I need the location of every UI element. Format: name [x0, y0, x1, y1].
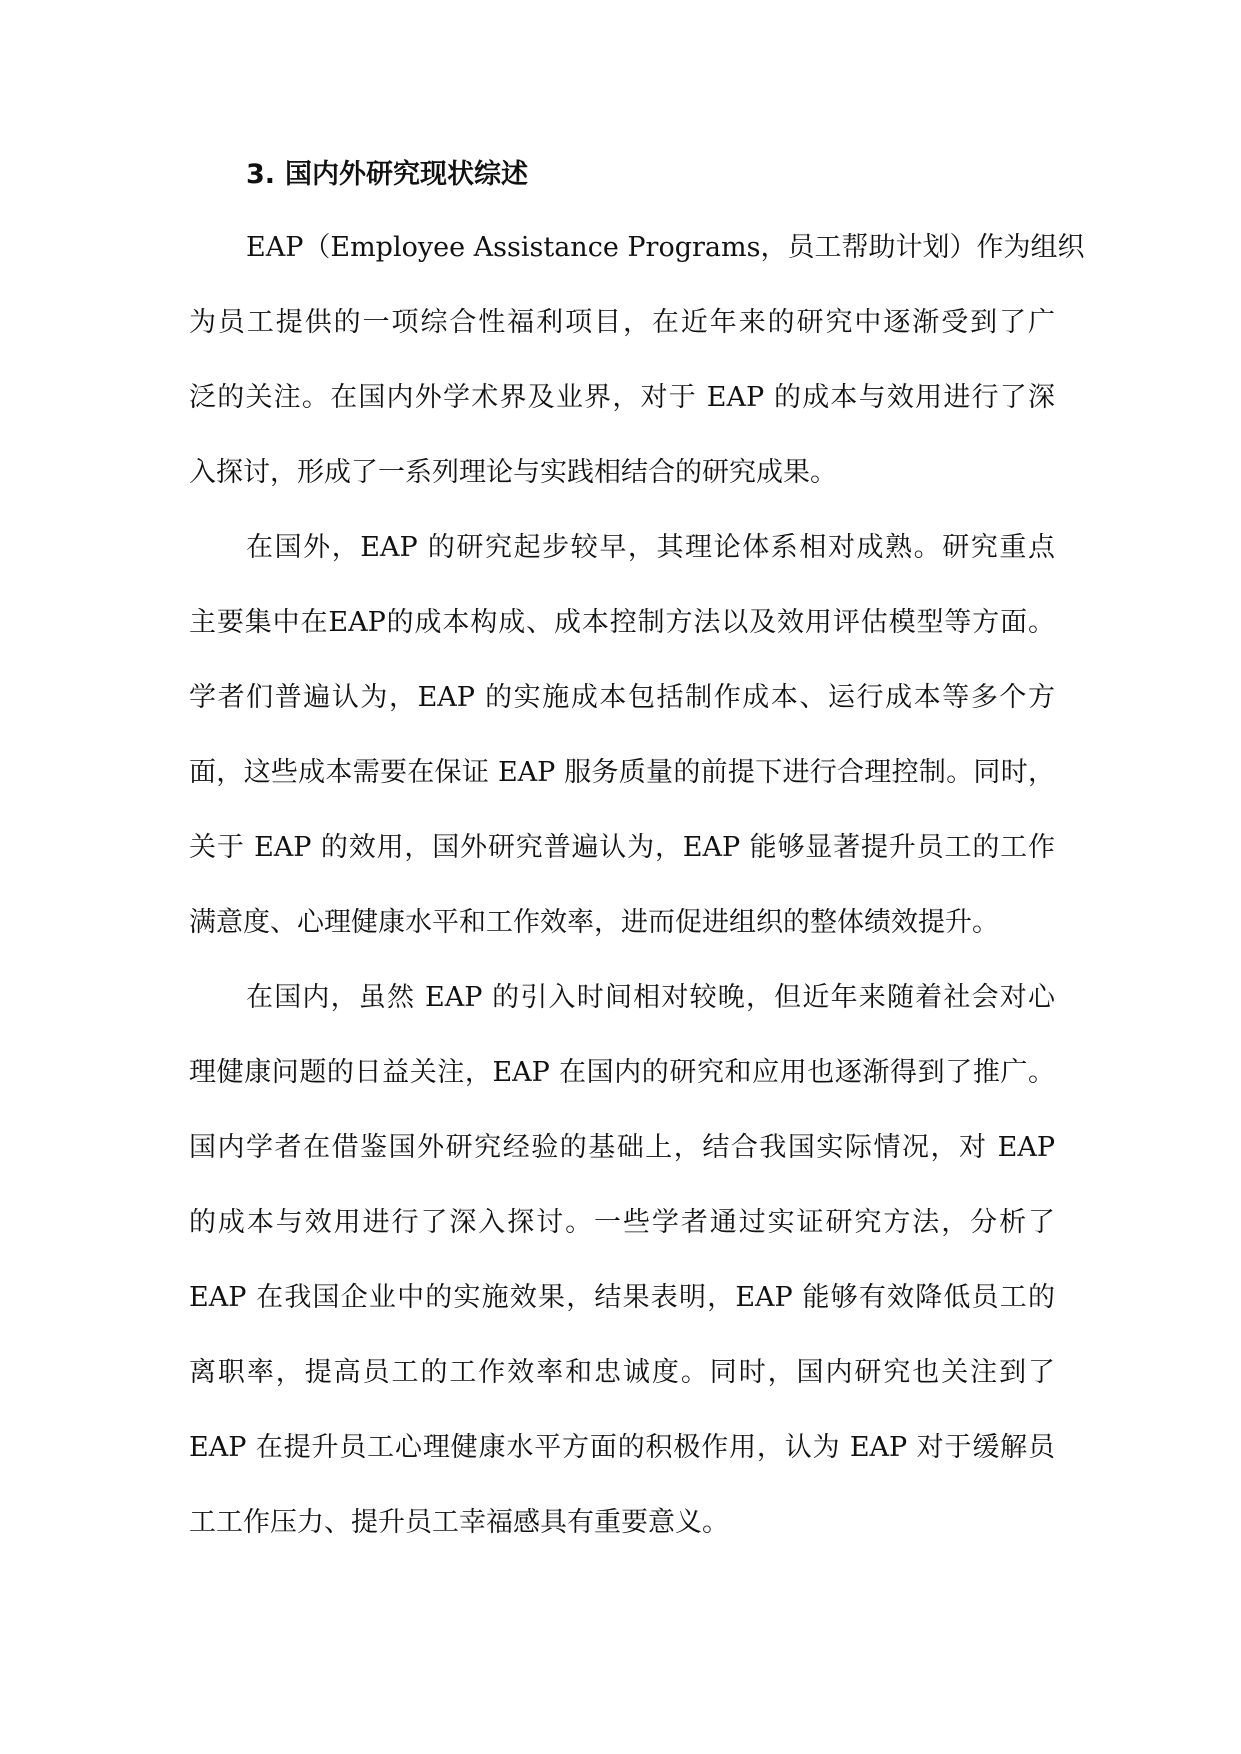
text-line: 在国外，EAP 的研究起步较早，其理论体系相对成熟。研究重点	[246, 532, 1055, 563]
paragraph-domestic-research	[189, 960, 1055, 1560]
section-heading	[189, 140, 1055, 210]
paragraph-foreign-research	[189, 510, 1055, 960]
text-line: 为员工提供的一项综合性福利项目，在近年来的研究中逐渐受到了广	[189, 307, 1055, 338]
text-line: 面，这些成本需要在保证 EAP 服务质量的前提下进行合理控制。同时，	[189, 757, 1055, 788]
text-line: 离职率，提高员工的工作效率和忠诚度。同时，国内研究也关注到了	[189, 1357, 1055, 1388]
text-line: 的成本与效用进行了深入探讨。一些学者通过实证研究方法，分析了	[189, 1207, 1055, 1238]
paragraph-eap-intro	[189, 210, 1085, 510]
section-title: 国内外研究现状综述	[285, 159, 529, 190]
text-line: 泛的关注。在国内外学术界及业界，对于 EAP 的成本与效用进行了深	[189, 382, 1055, 413]
text-line: 国内学者在借鉴国外研究经验的基础上，结合我国实际情况，对 EAP	[189, 1132, 1055, 1163]
text-line: 学者们普遍认为，EAP 的实施成本包括制作成本、运行成本等多个方	[189, 682, 1055, 713]
document-body	[189, 140, 1085, 1560]
text-line: 在国内，虽然 EAP 的引入时间相对较晚，但近年来随着社会对心	[246, 982, 1055, 1013]
text-line: 工工作压力、提升员工幸福感具有重要意义。	[189, 1507, 729, 1538]
text-line: 入探讨，形成了一系列理论与实践相结合的研究成果。	[189, 457, 837, 488]
text-line: EAP 在我国企业中的实施效果，结果表明，EAP 能够有效降低员工的	[189, 1282, 1055, 1313]
text-line: EAP 在提升员工心理健康水平方面的积极作用，认为 EAP 对于缓解员	[189, 1432, 1055, 1463]
section-number: 3.	[246, 159, 276, 190]
text-line: 满意度、心理健康水平和工作效率，进而促进组织的整体绩效提升。	[189, 907, 999, 938]
text-line: 理健康问题的日益关注，EAP 在国内的研究和应用也逐渐得到了推广。	[189, 1057, 1055, 1088]
text-line: 主要集中在EAP的成本构成、成本控制方法以及效用评估模型等方面。	[189, 607, 1055, 638]
text-line: EAP（Employee Assistance Programs，员工帮助计划）作为组织	[246, 232, 1085, 263]
text-line: 关于 EAP 的效用，国外研究普遍认为，EAP 能够显著提升员工的工作	[189, 832, 1055, 863]
